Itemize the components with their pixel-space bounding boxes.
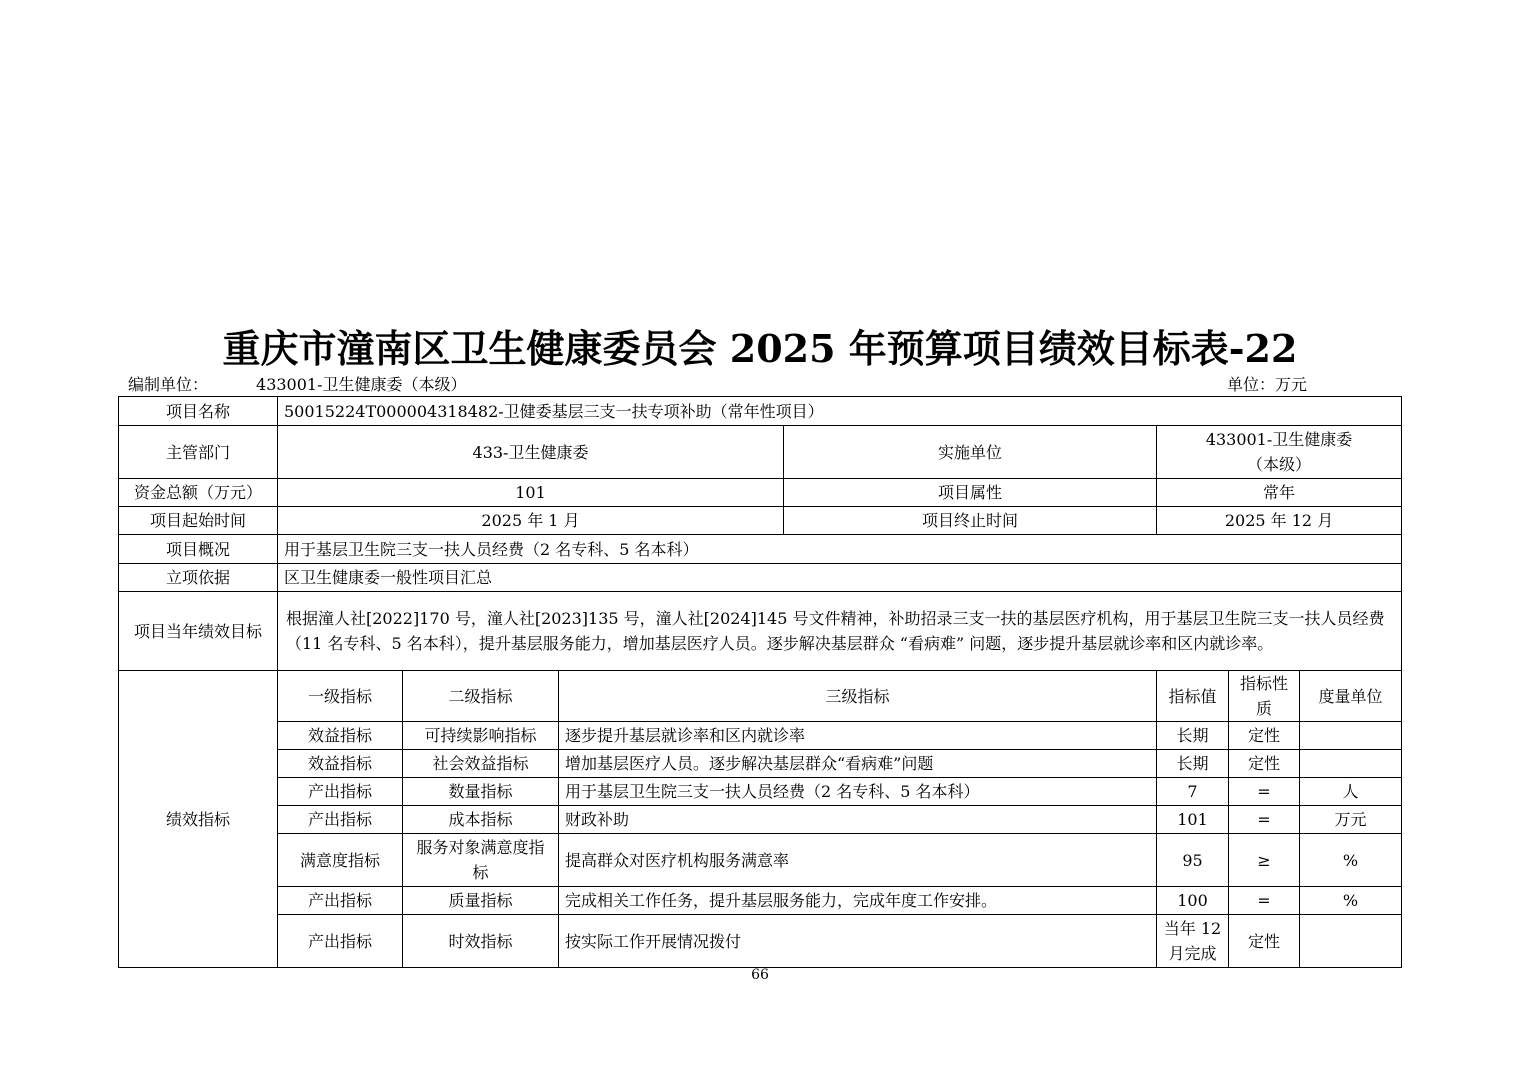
end-value: 2025 年 12 月 — [1157, 507, 1402, 535]
page-number: 66 — [751, 967, 769, 983]
value-cell: 95 — [1157, 834, 1229, 887]
header-level3: 三级指标 — [559, 671, 1157, 722]
unit-cell — [1300, 915, 1402, 968]
unit-note: 单位：万元 — [1227, 375, 1308, 394]
value-cell: 长期 — [1157, 750, 1229, 778]
level1-cell: 产出指标 — [278, 806, 403, 834]
table-row — [119, 915, 1402, 968]
level3-cell: 用于基层卫生院三支一扶人员经费（2 名专科、5 名本科） — [559, 778, 1157, 806]
goal-value: 根据潼人社[2022]170 号，潼人社[2023]135 号，潼人社[2024]145 号文件精神，补助招录三支一扶的基层医疗机构，用于基层卫生院三支一扶人员经费（11 名专科、5 名本科），提升基层服务能力，增加基层医疗人员。逐步解决基层群众 “看病难” 问题，逐步提升基层就诊率和区内就诊率。 — [278, 592, 1402, 671]
overview-label: 项目概况 — [119, 535, 278, 564]
level3-cell: 提高群众对医疗机构服务满意率 — [559, 834, 1157, 887]
level2-cell: 数量指标 — [403, 778, 559, 806]
nature-cell: = — [1229, 778, 1300, 806]
table-row — [119, 834, 1402, 887]
unit-cell: 万元 — [1300, 806, 1402, 834]
indicator-header-row — [119, 671, 1402, 722]
dept-value: 433-卫生健康委 — [278, 426, 784, 479]
table-row — [119, 722, 1402, 750]
nature-cell: = — [1229, 806, 1300, 834]
unit-cell — [1300, 722, 1402, 750]
row-overview — [119, 535, 1402, 564]
level2-cell: 服务对象满意度指标 — [403, 834, 559, 887]
row-goal — [119, 592, 1402, 671]
basis-value: 区卫生健康委一般性项目汇总 — [278, 564, 1402, 592]
table-row — [119, 750, 1402, 778]
nature-cell: 定性 — [1229, 915, 1300, 968]
row-time — [119, 507, 1402, 535]
unit-cell: 人 — [1300, 778, 1402, 806]
level2-cell: 可持续影响指标 — [403, 722, 559, 750]
value-cell: 100 — [1157, 887, 1229, 915]
start-label: 项目起始时间 — [119, 507, 278, 535]
level3-cell: 增加基层医疗人员。逐步解决基层群众“看病难”问题 — [559, 750, 1157, 778]
value-cell: 101 — [1157, 806, 1229, 834]
value-cell: 当年 12 月完成 — [1157, 915, 1229, 968]
level2-cell: 社会效益指标 — [403, 750, 559, 778]
impl-value-line1: 433001-卫生健康委 — [1205, 430, 1353, 449]
level2-cell: 时效指标 — [403, 915, 559, 968]
end-label: 项目终止时间 — [784, 507, 1157, 535]
start-value: 2025 年 1 月 — [278, 507, 784, 535]
fund-label: 资金总额（万元） — [119, 479, 278, 507]
unit-cell: % — [1300, 834, 1402, 887]
header-level2: 二级指标 — [403, 671, 559, 722]
header-unit: 度量单位 — [1300, 671, 1402, 722]
basis-label: 立项依据 — [119, 564, 278, 592]
value-cell: 长期 — [1157, 722, 1229, 750]
level3-cell: 完成相关工作任务，提升基层服务能力，完成年度工作安排。 — [559, 887, 1157, 915]
row-department — [119, 426, 1402, 479]
level1-cell: 效益指标 — [278, 750, 403, 778]
unit-cell: % — [1300, 887, 1402, 915]
level1-cell: 效益指标 — [278, 722, 403, 750]
impl-value-line2: （本级） — [1247, 455, 1312, 474]
header-value: 指标值 — [1157, 671, 1229, 722]
nature-cell: ≥ — [1229, 834, 1300, 887]
header-nature: 指标性质 — [1229, 671, 1300, 722]
level2-cell: 质量指标 — [403, 887, 559, 915]
project-name-label: 项目名称 — [119, 397, 278, 426]
table-row — [119, 887, 1402, 915]
dept-label: 主管部门 — [119, 426, 278, 479]
attr-value: 常年 — [1157, 479, 1402, 507]
level1-cell: 产出指标 — [278, 915, 403, 968]
compiling-unit — [128, 372, 467, 395]
row-basis — [119, 564, 1402, 592]
value-cell: 7 — [1157, 778, 1229, 806]
impl-label: 实施单位 — [784, 426, 1157, 479]
nature-cell: = — [1229, 887, 1300, 915]
project-name-value: 50015224T000004318482-卫健委基层三支一扶专项补助（常年性项目） — [278, 397, 1402, 426]
row-fund — [119, 479, 1402, 507]
table-row — [119, 806, 1402, 834]
org-value: 433001-卫生健康委（本级） — [256, 375, 467, 394]
unit-cell — [1300, 750, 1402, 778]
table-row — [119, 778, 1402, 806]
header-level1: 一级指标 — [278, 671, 403, 722]
document-title: 重庆市潼南区卫生健康委员会 2025 年预算项目绩效目标表-22 — [222, 326, 1298, 371]
level1-cell: 产出指标 — [278, 887, 403, 915]
goal-label: 项目当年绩效目标 — [119, 592, 278, 671]
level3-cell: 逐步提升基层就诊率和区内就诊率 — [559, 722, 1157, 750]
fund-value: 101 — [278, 479, 784, 507]
nature-cell: 定性 — [1229, 750, 1300, 778]
row-project-name — [119, 397, 1402, 426]
attr-label: 项目属性 — [784, 479, 1157, 507]
nature-cell: 定性 — [1229, 722, 1300, 750]
overview-value: 用于基层卫生院三支一扶人员经费（2 名专科、5 名本科） — [278, 535, 1402, 564]
performance-table — [118, 396, 1402, 968]
level3-cell: 按实际工作开展情况拨付 — [559, 915, 1157, 968]
level2-cell: 成本指标 — [403, 806, 559, 834]
impl-value — [1157, 426, 1402, 479]
level3-cell: 财政补助 — [559, 806, 1157, 834]
indicators-section-label: 绩效指标 — [119, 671, 278, 968]
level1-cell: 满意度指标 — [278, 834, 403, 887]
level1-cell: 产出指标 — [278, 778, 403, 806]
org-label: 编制单位： — [128, 375, 209, 394]
